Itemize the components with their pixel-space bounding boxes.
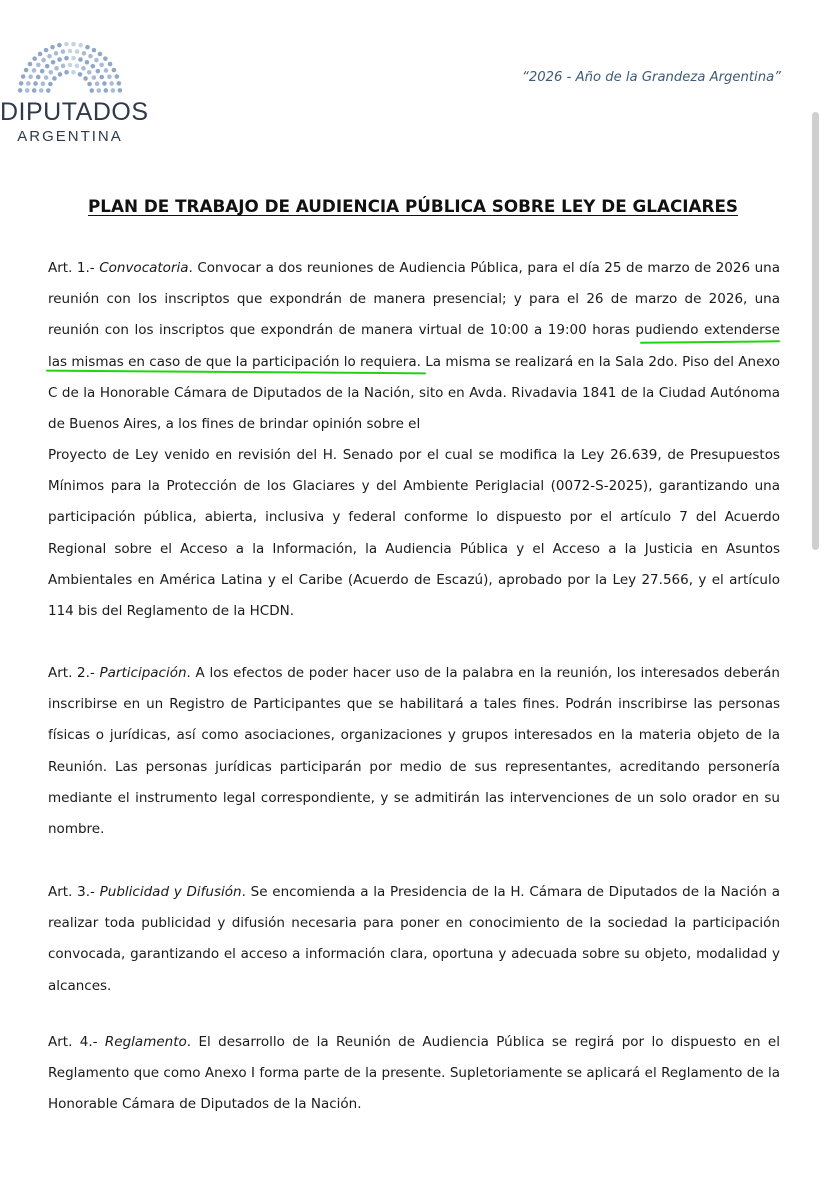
seat-dot bbox=[19, 81, 24, 86]
seat-dot bbox=[98, 52, 103, 57]
seat-dot bbox=[46, 88, 51, 93]
seat-dot bbox=[92, 48, 97, 53]
article-text: . El desarrollo de la Reunión de Audiencia Pública se regirá por lo dispuesto en el Reglamento que como Anexo I forma parte de la presente. Supletoriamente se aplicará el Reglamento de la Honorable Cámara de Diputados de la Nación. bbox=[48, 1034, 780, 1113]
seat-dot bbox=[28, 74, 33, 79]
highlighted-text: pudiendo extenderse las mismas en caso de que la participación lo requiera bbox=[48, 322, 780, 370]
seat-dot bbox=[24, 68, 29, 73]
seat-dot bbox=[32, 56, 37, 61]
seat-dot bbox=[75, 64, 80, 69]
seat-dot bbox=[87, 82, 92, 87]
seat-dot bbox=[44, 48, 49, 53]
seat-dot bbox=[78, 43, 83, 48]
logo-title: DIPUTADOS bbox=[0, 98, 149, 126]
seat-dot bbox=[75, 49, 80, 54]
article-label: Art. 4.- bbox=[48, 1034, 105, 1050]
article-text: . Convocar a dos reuniones de Audiencia Pública, para el día 25 de marzo de 2026 una reunión con los inscriptos que expondrán de manera presencial; y para el 26 de marzo de 2026, una reunión con los inscriptos que expondrán de manera virtual de 10:00 a 19:00 horas bbox=[48, 260, 780, 339]
seat-dot bbox=[26, 81, 31, 86]
seat-dot bbox=[111, 88, 116, 93]
seat-dot bbox=[115, 74, 120, 79]
seat-dot bbox=[117, 81, 122, 86]
seat-dot bbox=[47, 54, 52, 59]
seat-dot bbox=[96, 69, 101, 74]
diputados-logo bbox=[0, 40, 149, 150]
seat-dot bbox=[71, 56, 76, 61]
seat-dot bbox=[92, 75, 97, 80]
seat-dot bbox=[108, 62, 113, 67]
seat-dot bbox=[58, 72, 63, 77]
seat-dot bbox=[48, 82, 53, 87]
seat-dot bbox=[32, 68, 37, 73]
seat-dot bbox=[96, 88, 101, 93]
article-text: . Se encomienda a la Presidencia de la H. Cámara de Diputados de la Nación a realizar toda publicidad y difusión necesaria para poner en conocimiento de la sociedad la participación convocada, garantizando el acceso a información clara, oportuna y adecuada sobre su objeto, modalidad y alcances. bbox=[48, 884, 780, 994]
seat-dot bbox=[71, 70, 76, 75]
seat-dot bbox=[78, 57, 83, 62]
seat-dot bbox=[64, 42, 69, 47]
seat-dot bbox=[28, 62, 33, 67]
seat-dot bbox=[91, 64, 96, 69]
article-heading: Reglamento bbox=[104, 1034, 187, 1050]
seat-dot bbox=[18, 88, 23, 93]
seat-dot bbox=[48, 70, 53, 75]
article-2 bbox=[48, 658, 780, 845]
seat-dot bbox=[104, 88, 109, 93]
seat-dot bbox=[32, 88, 37, 93]
seat-dot bbox=[45, 64, 50, 69]
seat-dot bbox=[57, 57, 62, 62]
seat-dot bbox=[25, 88, 30, 93]
seat-dot bbox=[64, 70, 69, 75]
document-title: PLAN DE TRABAJO DE AUDIENCIA PÚBLICA SOBRE LEY DE GLACIARES bbox=[87, 196, 739, 216]
seat-dot bbox=[107, 74, 112, 79]
seat-dot bbox=[88, 54, 93, 59]
seat-dot bbox=[68, 63, 73, 68]
seat-dot bbox=[61, 64, 66, 69]
seat-dot bbox=[87, 70, 92, 75]
article-label: Art. 2.- bbox=[48, 665, 100, 681]
seat-dot bbox=[36, 63, 41, 68]
seat-dot bbox=[99, 63, 104, 68]
seat-dot bbox=[38, 52, 43, 57]
seat-dot bbox=[85, 45, 90, 50]
seat-dot bbox=[36, 75, 41, 80]
seat-dot bbox=[51, 60, 56, 65]
seat-dot bbox=[21, 74, 26, 79]
seat-dot bbox=[71, 42, 76, 47]
seat-dot bbox=[103, 56, 108, 61]
article-text: . A los efectos de poder hacer uso de la palabra en la reunión, los interesados deberán inscribirse en un Registro de Participantes que se habilitará a tales fines. Podrán inscribirse las personas físicas o jurídicas, así como asociaciones, organizaciones y grupos interesados en la materia objeto de la Reunión. Las personas jurídicas participarán por medio de sus representantes, acreditando personería mediante el instrumento legal correspondiente, y se admitirán las intervenciones de un solo orador en su nombre. bbox=[48, 665, 780, 838]
seat-dot bbox=[68, 49, 73, 54]
seat-dot bbox=[54, 51, 59, 56]
article-heading: Participación bbox=[99, 665, 187, 681]
seat-dot bbox=[81, 66, 86, 71]
seat-dot bbox=[39, 88, 44, 93]
seat-dot bbox=[50, 45, 55, 50]
year-motto: “2026 - Año de la Grandeza Argentina” bbox=[522, 70, 781, 85]
seat-dot bbox=[112, 68, 117, 73]
seat-dot bbox=[83, 76, 88, 81]
seat-dot bbox=[94, 58, 99, 63]
seat-dot bbox=[82, 51, 87, 56]
article-heading: Convocatoria bbox=[99, 260, 189, 276]
seat-dot bbox=[104, 68, 109, 73]
seat-dot bbox=[85, 60, 90, 65]
seat-dot bbox=[89, 88, 94, 93]
seat-dot bbox=[41, 58, 46, 63]
seat-dot bbox=[118, 88, 123, 93]
seat-dot bbox=[109, 81, 114, 86]
scrollbar[interactable] bbox=[812, 112, 819, 550]
seat-dot bbox=[64, 56, 69, 61]
seat-dot bbox=[95, 81, 100, 86]
seat-dot bbox=[33, 81, 38, 86]
seat-dot bbox=[78, 72, 83, 77]
article-1 bbox=[48, 253, 780, 440]
seat-dot bbox=[54, 66, 59, 71]
seat-dot bbox=[52, 76, 57, 81]
seat-dot bbox=[44, 75, 49, 80]
article-4 bbox=[48, 1027, 780, 1121]
seat-dot bbox=[40, 69, 45, 74]
article-text-after: . La misma se realizará en la Sala 2do. Piso del Anexo C de la Honorable Cámara de Diputados de la Nación, sito en Avda. Rivadavia 1841 de la Ciudad Autónoma de Buenos Aires, a los fines de brindar opinión sobre el bbox=[48, 353, 780, 433]
article-1-continuation: Proyecto de Ley venido en revisión del H. Senado por el cual se modifica la Ley 26.639, de Presupuestos Mínimos para la Protección de los Glaciares y del Ambiente Periglacial (0072-S-2025), garantizando una participación pública, abierta, inclusiva y federal conforme lo dispuesto por el artículo 7 del Acuerdo Regional sobre el Acceso a la Información, la Audiencia Pública y el Acceso a la Justicia en Asuntos Ambientales en América Latina y el Caribe (Acuerdo de Escazú), aprobado por la Ley 27.566, y el artículo 114 bis del Reglamento de la HCDN. bbox=[48, 447, 780, 620]
seat-dot bbox=[61, 49, 66, 54]
seat-dot bbox=[57, 43, 62, 48]
seat-dot bbox=[99, 75, 104, 80]
article-label: Art. 3.- bbox=[48, 884, 100, 900]
article-3 bbox=[48, 877, 780, 1002]
seat-dot bbox=[102, 81, 107, 86]
article-heading: Publicidad y Difusión bbox=[99, 884, 242, 900]
seat-dot bbox=[41, 81, 46, 86]
chamber-seats-icon bbox=[16, 40, 124, 96]
article-label: Art. 1.- bbox=[48, 260, 100, 276]
logo-subtitle: ARGENTINA bbox=[17, 128, 123, 145]
